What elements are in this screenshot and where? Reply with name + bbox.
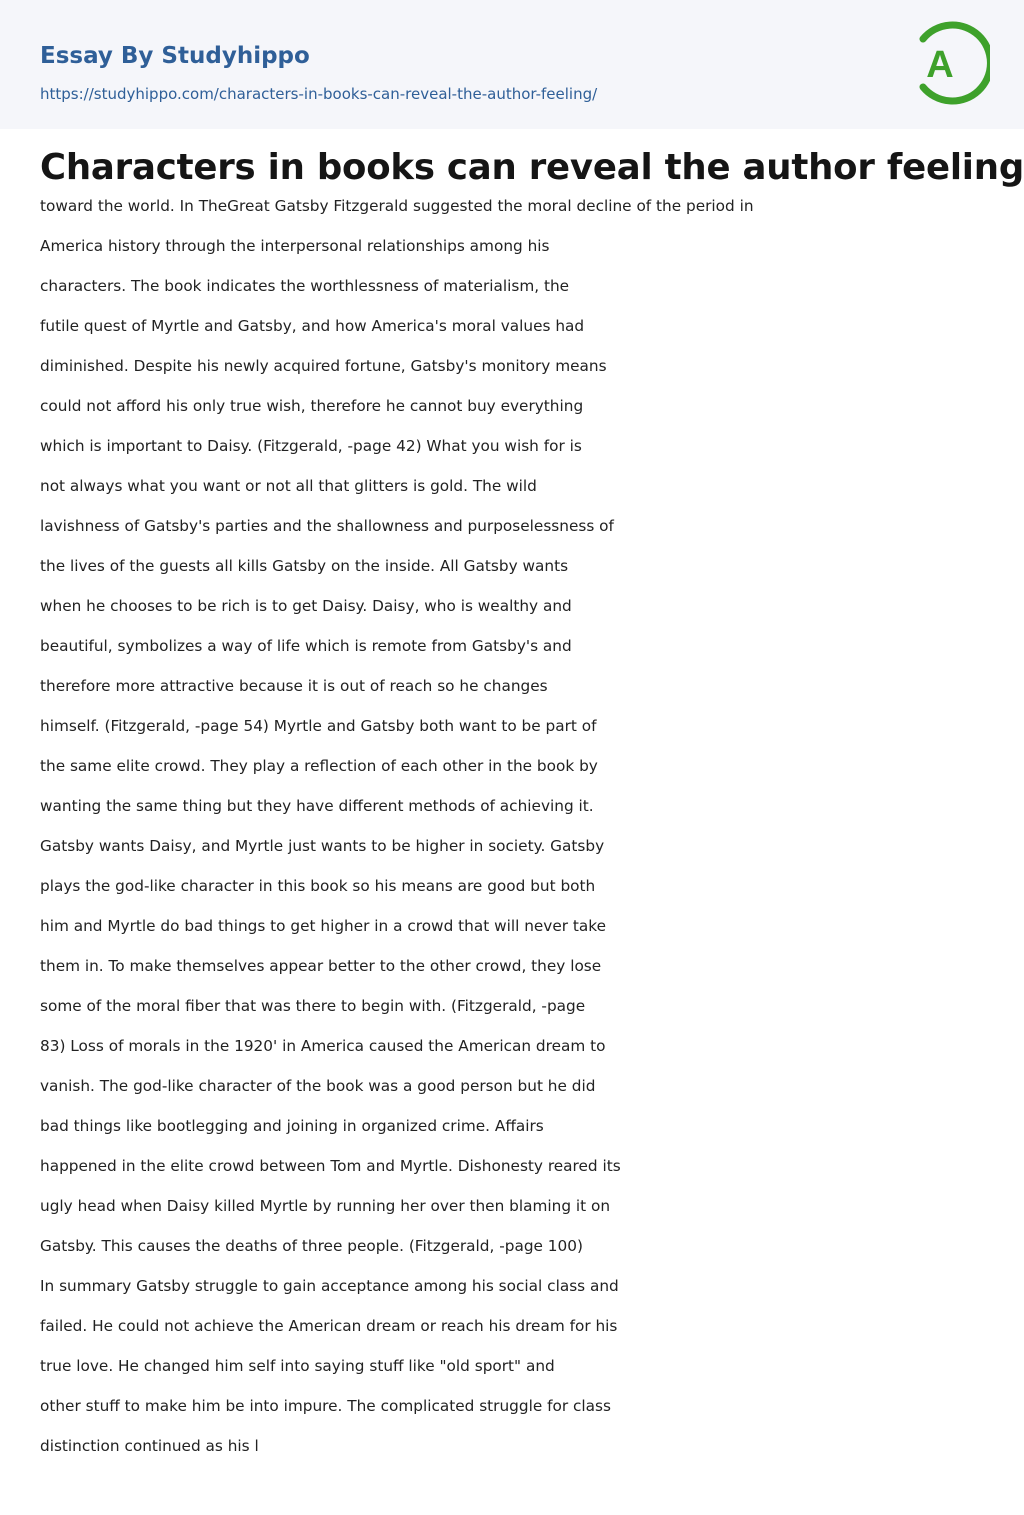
source-url-link[interactable]: https://studyhippo.com/characters-in-books-can-reveal-the-author-feeling/ <box>40 85 598 103</box>
essay-line: failed. He could not achieve the American dream or reach his dream for his <box>40 1317 618 1335</box>
essay-line: vanish. The god-like character of the book was a good person but he did <box>40 1077 596 1095</box>
essay-line: some of the moral fiber that was there to begin with. (Fitzgerald, -page <box>40 997 586 1015</box>
essay-line: the lives of the guests all kills Gatsby on the inside. All Gatsby wants <box>40 557 569 575</box>
essay-line: when he chooses to be rich is to get Daisy. Daisy, who is wealthy and <box>40 597 572 615</box>
essay-line: the same elite crowd. They play a reflection of each other in the book by <box>40 757 598 775</box>
logo-letter: A <box>926 44 954 86</box>
essay-line: plays the god-like character in this book so his means are good but both <box>40 877 596 895</box>
site-title[interactable]: Essay By Studyhippo <box>40 43 310 69</box>
essay-line: wanting the same thing but they have different methods of achieving it. <box>40 797 594 815</box>
essay-line: which is important to Daisy. (Fitzgerald, -page 42) What you wish for is <box>40 437 582 455</box>
essay-line: beautiful, symbolizes a way of life which is remote from Gatsby's and <box>40 637 572 655</box>
essay-line: happened in the elite crowd between Tom and Myrtle. Dishonesty reared its <box>40 1157 621 1175</box>
essay-line: 83) Loss of morals in the 1920' in America caused the American dream to <box>40 1037 606 1055</box>
essay-line: Gatsby. This causes the deaths of three people. (Fitzgerald, -page 100) <box>40 1237 583 1255</box>
essay-line: characters. The book indicates the worthlessness of materialism, the <box>40 277 570 295</box>
essay-line: bad things like bootlegging and joining in organized crime. Affairs <box>40 1117 544 1135</box>
essay-line: ugly head when Daisy killed Myrtle by running her over then blaming it on <box>40 1197 611 1215</box>
studyhippo-logo-icon[interactable] <box>910 18 990 108</box>
essay-line: other stuff to make him be into impure. The complicated struggle for class <box>40 1397 611 1415</box>
essay-line: America history through the interpersonal relationships among his <box>40 237 550 255</box>
essay-body <box>40 195 990 1475</box>
essay-line: him and Myrtle do bad things to get higher in a crowd that will never take <box>40 917 607 935</box>
essay-line: distinction continued as his l <box>40 1437 259 1455</box>
essay-line: diminished. Despite his newly acquired fortune, Gatsby's monitory means <box>40 357 607 375</box>
essay-line: himself. (Fitzgerald, -page 54) Myrtle and Gatsby both want to be part of <box>40 717 597 735</box>
site-header <box>0 0 1024 129</box>
essay-line: not always what you want or not all that glitters is gold. The wild <box>40 477 537 495</box>
essay-line: In summary Gatsby struggle to gain acceptance among his social class and <box>40 1277 619 1295</box>
essay-line: therefore more attractive because it is out of reach so he changes <box>40 677 548 695</box>
essay-line: lavishness of Gatsby's parties and the shallowness and purposelessness of <box>40 517 614 535</box>
essay-line: them in. To make themselves appear better to the other crowd, they lose <box>40 957 602 975</box>
essay-line: could not afford his only true wish, therefore he cannot buy everything <box>40 397 584 415</box>
essay-content <box>40 140 1024 1475</box>
page-title: Characters in books can reveal the author feeling <box>40 147 1024 188</box>
essay-line: toward the world. In TheGreat Gatsby Fitzgerald suggested the moral decline of the period in <box>40 197 754 215</box>
essay-line: true love. He changed him self into saying stuff like "old sport" and <box>40 1357 555 1375</box>
essay-line: Gatsby wants Daisy, and Myrtle just wants to be higher in society. Gatsby <box>40 837 605 855</box>
essay-line: futile quest of Myrtle and Gatsby, and how America's moral values had <box>40 317 585 335</box>
